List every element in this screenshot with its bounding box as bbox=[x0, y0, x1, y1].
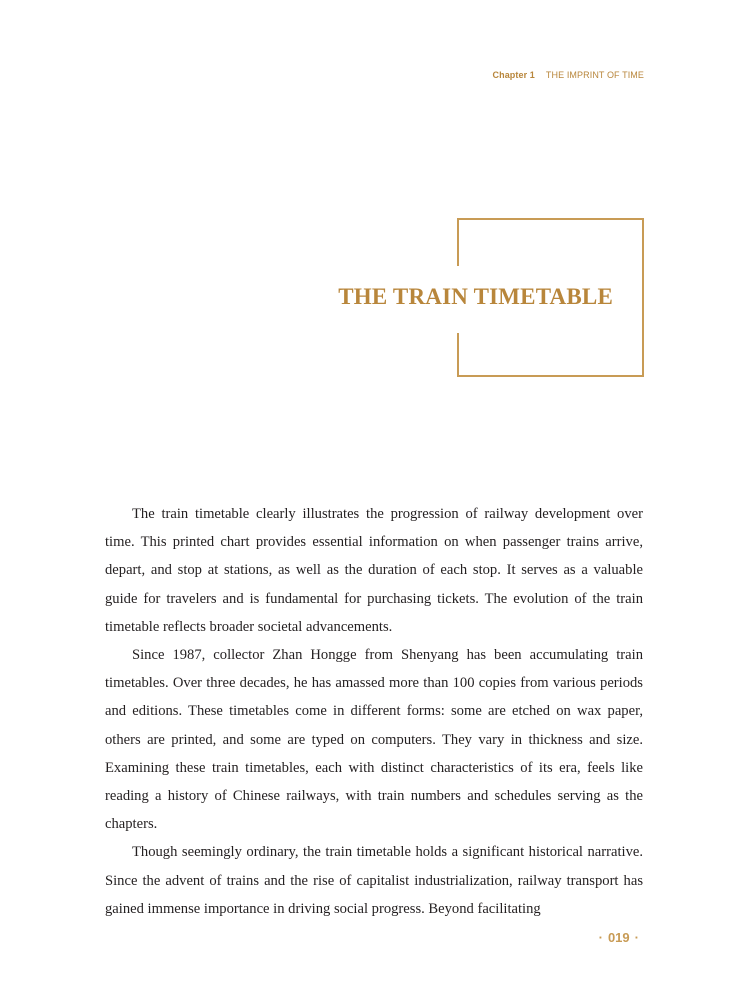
page-number-value: 019 bbox=[607, 930, 630, 945]
page-number bbox=[594, 930, 644, 945]
paragraph: Though seemingly ordinary, the train timetable holds a significant historical narrative. Since the advent of trains and the rise of capitalist industrialization, railway transport has gained immense importance in driving social progress. Beyond facilitating bbox=[105, 844, 643, 917]
section-title: THE TRAIN TIMETABLE bbox=[338, 284, 613, 309]
frame-bottom-border bbox=[457, 375, 644, 377]
folio-bullet-right: · bbox=[634, 930, 639, 945]
frame-top-border bbox=[457, 218, 644, 220]
chapter-label: Chapter 1 bbox=[492, 70, 535, 80]
frame-left-border-upper bbox=[457, 218, 459, 266]
frame-right-border bbox=[642, 218, 644, 377]
chapter-name: THE IMPRINT OF TIME bbox=[545, 70, 644, 80]
body-text bbox=[105, 500, 643, 923]
frame-left-border-lower bbox=[457, 333, 459, 377]
paragraph: Since 1987, collector Zhan Hongge from Shenyang has been accumulating train timetables. Over three decades, he has amassed more than 100 copies from various periods and editions. These timetables come in different forms: some are etched on wax paper, others are printed, and some are typed on computers. They vary in thickness and size. Examining these train timetables, each with distinct characteristics of its era, feels like reading a history of Chinese railways, with train numbers and schedules serving as the chapters. bbox=[105, 647, 643, 833]
folio-bullet-left: · bbox=[598, 930, 603, 945]
running-head bbox=[493, 70, 645, 80]
paragraph: The train timetable clearly illustrates the progression of railway development over time. This printed chart provides essential information on when passenger trains arrive, depart, and stop at stations, as well as the duration of each stop. It serves as a valuable guide for travelers and is fundamental for purchasing tickets. The evolution of the train timetable reflects broader societal advancements. bbox=[105, 506, 643, 635]
